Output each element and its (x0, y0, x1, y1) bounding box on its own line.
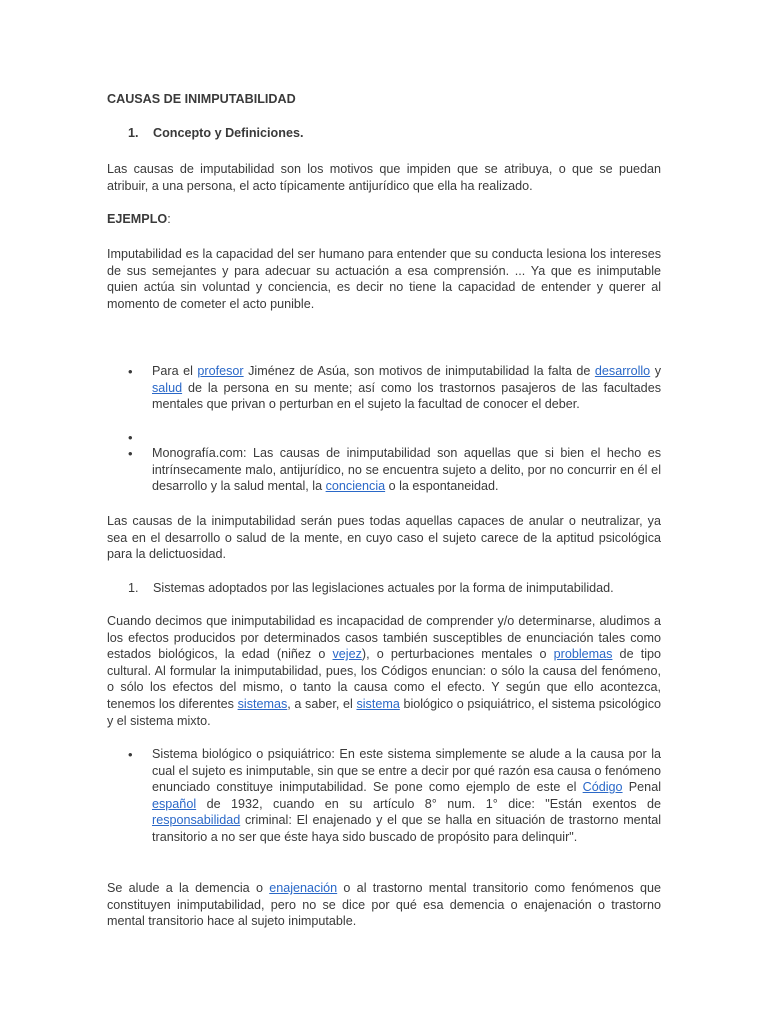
text-run: Jiménez de Asúa, son motivos de inimputabilidad la falta de (243, 364, 595, 378)
text-run: Monografía.com: Las causas de inimputabilidad son aquellas que si bien el hecho es intrínsecamente malo, antijurídico, no se encuentra sujeto a delito, por no concurrir en él el desarrollo y la salud mental, la (152, 446, 661, 494)
bullet-glyph-empty: • (128, 430, 133, 445)
link-desarrollo[interactable]: desarrollo (594, 364, 651, 378)
text-run: de tipo cultural. Al formular la inimputabilidad, pues, los Códigos enuncian: o sólo la causa del fenómeno, o sólo los efectos del mismo, o tanto la causa como el efecto. Y según que ello acontezca, tenemos los diferentes (107, 647, 661, 711)
link-conciencia[interactable]: conciencia (325, 479, 386, 494)
link-enajenacion[interactable]: enajenación (269, 881, 338, 895)
text-run: ), o perturbaciones mentales o (361, 647, 554, 662)
paragraph-cuando-decimos (107, 613, 661, 729)
link-espanol[interactable]: español (152, 796, 197, 811)
link-sistemas[interactable]: sistemas (237, 696, 288, 711)
text-run: o la espontaneidad. (385, 479, 499, 494)
bullet-item-jimenez (152, 363, 661, 413)
bullet-glyph: • (128, 446, 133, 461)
section-label: Concepto y Definiciones. (153, 126, 304, 140)
text-run: o al trastorno mental transitorio como fenómenos que constituyen inimputabilidad, pero no se dice por qué esa demencia o enajenación o trastorno mental transitorio hace al sujeto inimputable. (107, 881, 661, 929)
bullet-glyph: • (128, 364, 133, 379)
paragraph-causas: Las causas de la inimputabilidad serán pues todas aquellas capaces de anular o neutralizar, ya sea en el desarrollo o salud de la mente, en cuyo caso el sujeto carece de la aptitud psicológica para la delictuosidad. (107, 514, 661, 562)
text-run: Para el (152, 364, 198, 378)
section-label: Sistemas adoptados por las legislaciones actuales por la forma de inimputabilidad. (153, 581, 614, 595)
link-responsabilidad[interactable]: responsabilidad (152, 813, 241, 828)
ejemplo-colon: : (167, 212, 171, 226)
text-run: Penal (622, 780, 661, 795)
document-title: CAUSAS DE INIMPUTABILIDAD (107, 92, 296, 106)
text-run: Cuando decimos que inimputabilidad es incapacidad de comprender y/o determinarse, aludimos a los efectos producidos por determinados casos también susceptibles de enunciación tales como estados biológicos, la edad (niñez o (107, 614, 661, 662)
link-salud[interactable]: salud (152, 380, 183, 395)
bullet-item-sistema-biologico (152, 746, 661, 846)
ejemplo-bold: EJEMPLO (107, 212, 168, 226)
section-number: 1. (128, 126, 139, 140)
section-number: 1. (128, 581, 139, 595)
link-profesor[interactable]: profesor (197, 364, 244, 378)
link-codigo[interactable]: Código (582, 780, 623, 795)
ejemplo-label (107, 211, 661, 228)
text-run: de la persona en su mente; así como los trastornos pasajeros de las facultades mentales que privan o perturban en el sujeto la facultad de conocer el deber. (152, 380, 661, 412)
text-run: Sistema biológico o psiquiátrico: En este sistema simplemente se alude a la causa por la cual el sujeto es inimputable, sin que se entre a decir por qué razón esa causa o fenómeno enunciado constituye inimputabilidad. Se pone como ejemplo de este el (152, 747, 661, 795)
text-run: Se alude a la demencia o (107, 881, 270, 895)
paragraph-demencia (107, 880, 661, 930)
link-sistema[interactable]: sistema (356, 696, 400, 711)
link-problemas[interactable]: problemas (553, 647, 613, 662)
text-run: , a saber, el (287, 696, 357, 711)
paragraph-definicion: Las causas de imputabilidad son los motivos que impiden que se atribuya, o que se puedan atribuir, a una persona, el acto típicamente antijurídico que ella ha realizado. (107, 162, 661, 193)
paragraph-imputabilidad: Imputabilidad es la capacidad del ser humano para entender que su conducta lesiona los intereses de sus semejantes y para adecuar su actuación a esa comprensión. ... Ya que es inimputable quien actúa sin voluntad y conciencia, es decir no tiene la capacidad de entender y querer al momento de cometer el acto punible. (107, 247, 661, 311)
text-run: de 1932, cuando en su artículo 8° num. 1° dice: "Están exentos de (196, 796, 661, 811)
text-run: y (650, 364, 662, 378)
text-run: biológico o psiquiátrico, el sistema psicológico y el sistema mixto. (107, 696, 662, 728)
bullet-glyph: • (128, 747, 133, 762)
text-run: criminal: El enajenado y el que se halla en situación de trastorno mental transitorio a no ser que éste haya sido buscado de propósito para delinquir". (152, 813, 661, 844)
bullet-item-monografia (152, 445, 661, 495)
link-vejez[interactable]: vejez (332, 647, 362, 662)
